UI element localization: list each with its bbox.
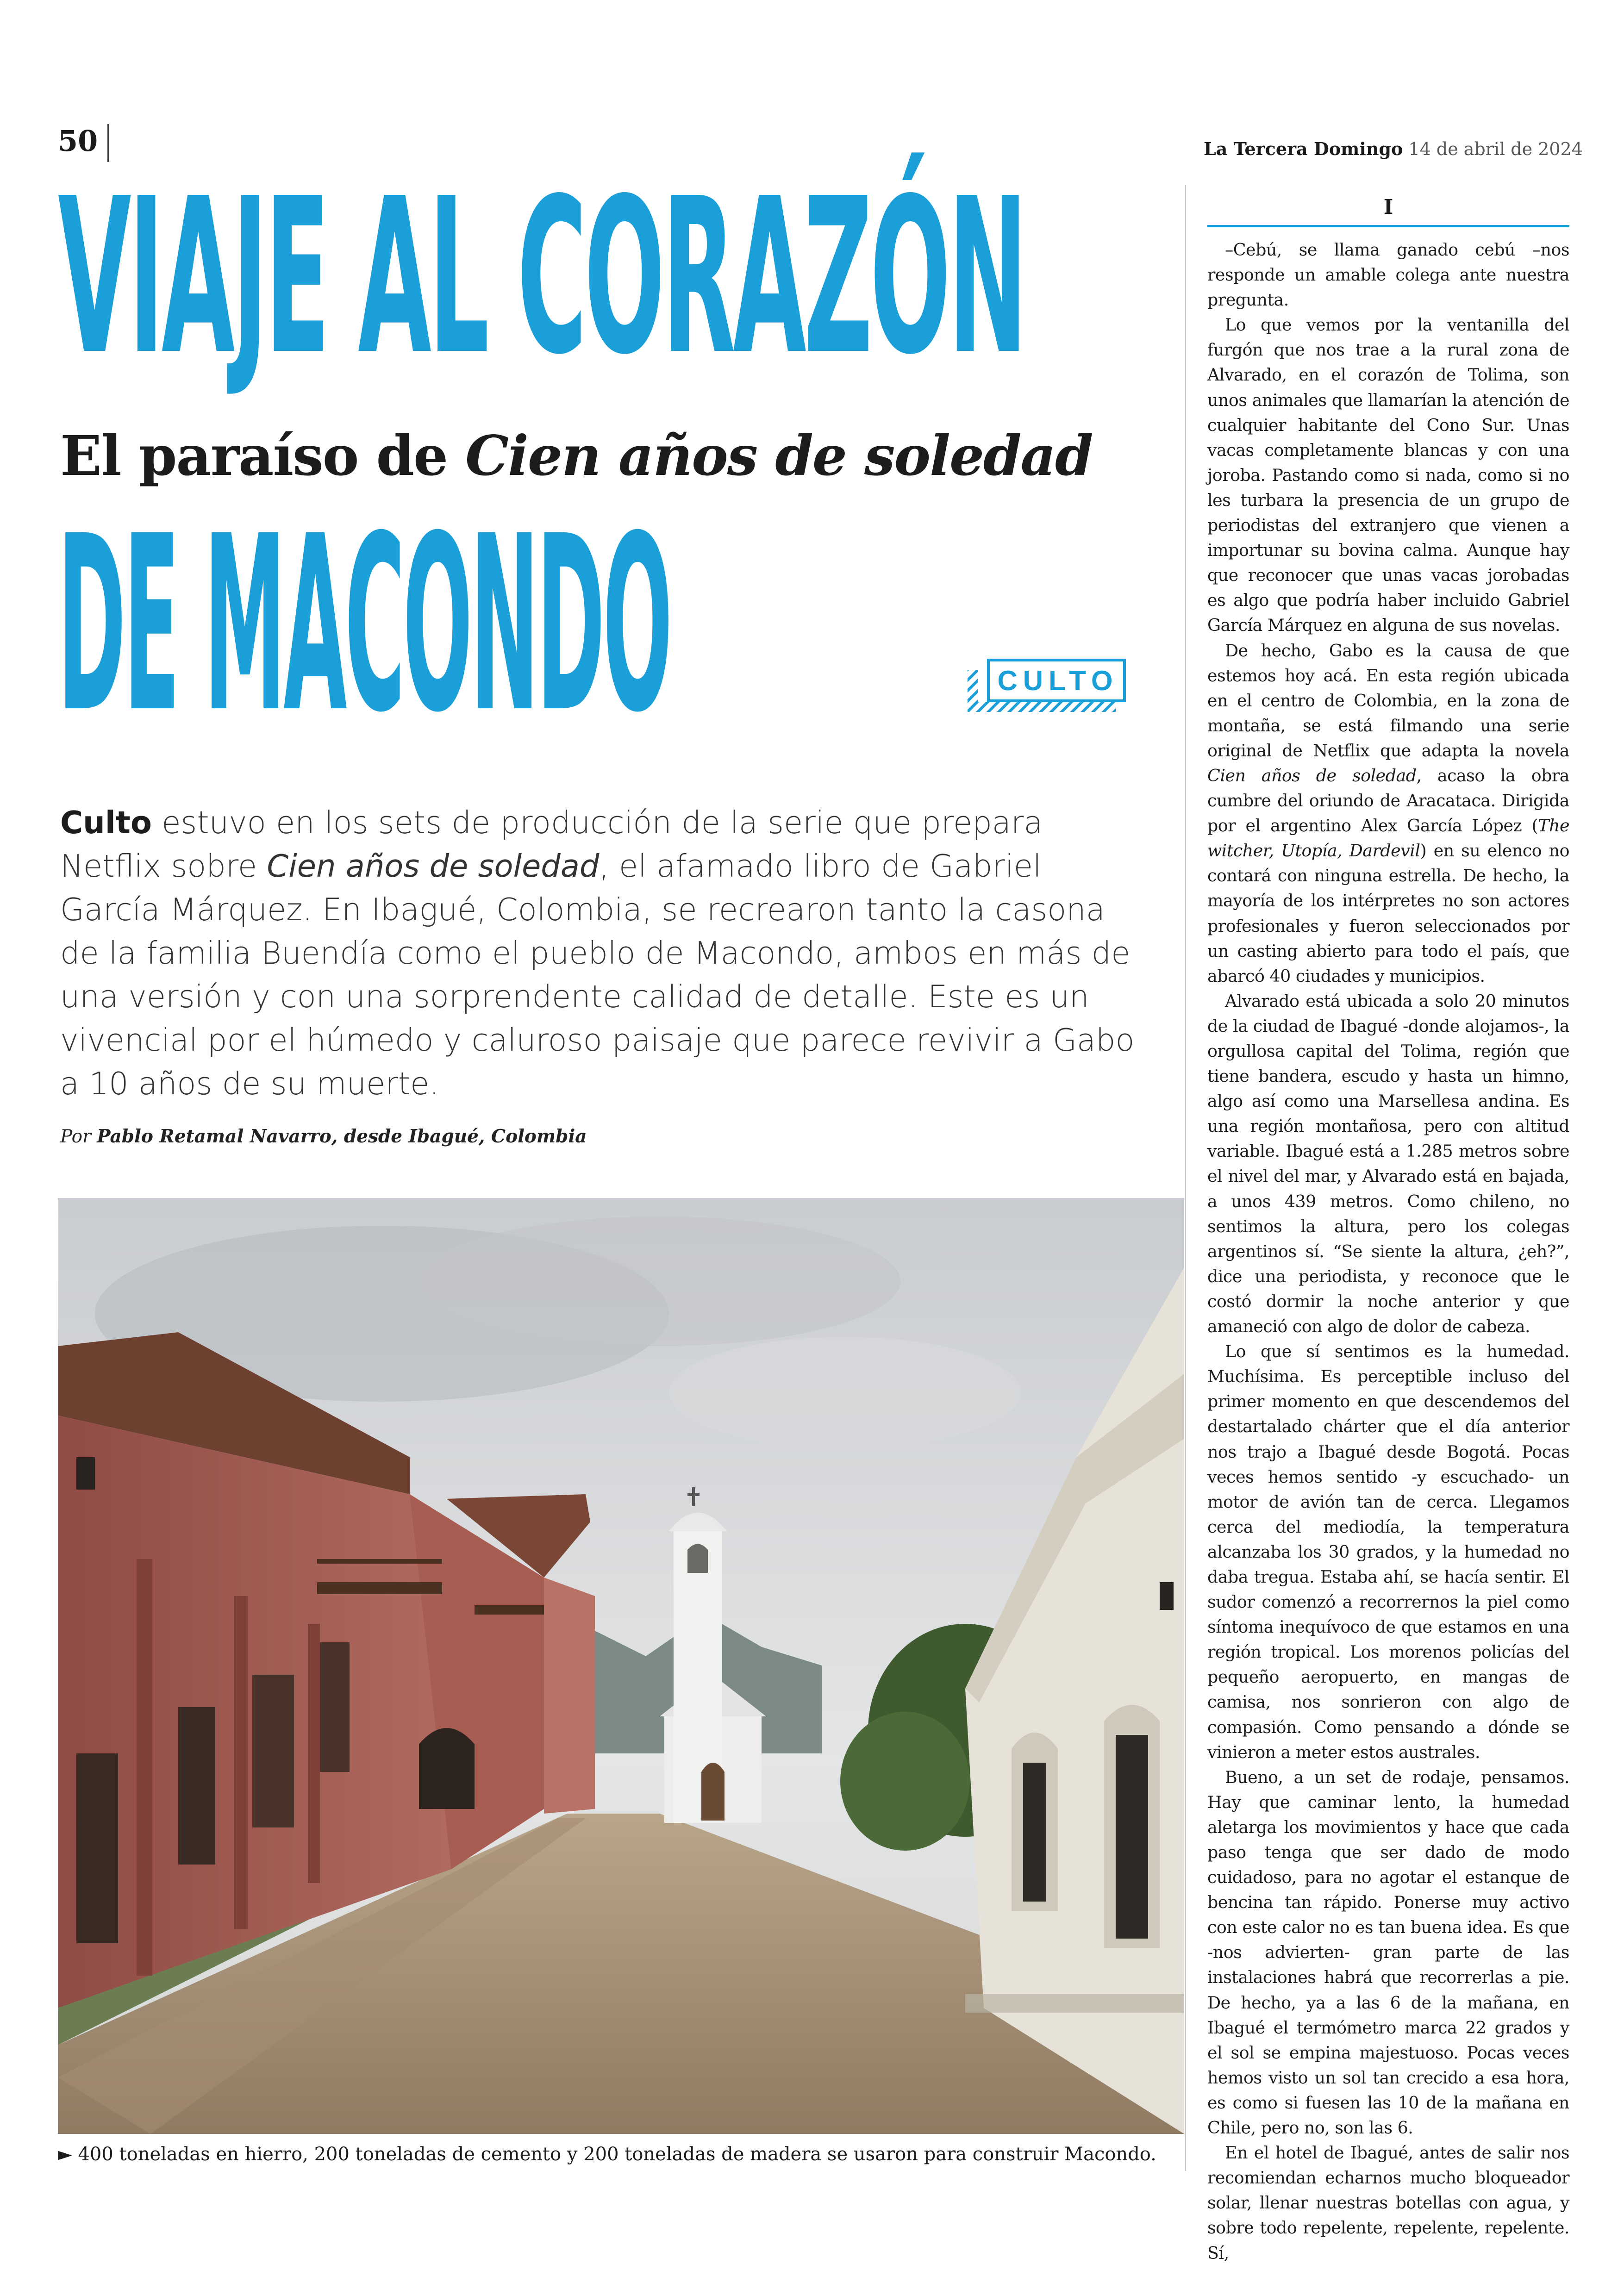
- headline-line-2: DE MACONDO: [58, 485, 671, 767]
- lead-text-1: estuvo en los sets de producción de la serie que prepara Netflix sobre: [60, 804, 1043, 884]
- section-rule: [1207, 225, 1569, 227]
- body-paragraph: Lo que vemos por la ventanilla del furgón que nos trae a la rural zona de Alvarado, en el corazón de Tolima, son unos animales que llamarían la atención de cualquier habitante del Cono Sur. Unas vacas completamente blancas y con una joroba. Pastando como si nada, como si no les turbara la presencia de un grupo de periodistas del extranjero que vienen a importunar su bovina calma. Aunque hay que reconocer que unas vacas jorobadas es algo que podría haber incluido Gabriel García Márquez en alguna de sus novelas.: [1207, 315, 1569, 636]
- article-body: [1207, 237, 1569, 2266]
- culto-badge-label: CULTO: [997, 665, 1118, 696]
- body-paragraph: –Cebú, se llama ganado cebú –nos responde un amable colega ante nuestra pregunta.: [1207, 240, 1569, 310]
- body-text-run: ) en su elenco no contará con ninguna estrella. De hecho, la mayoría de los intérpretes no son actores profesionales y fueron seleccionados por un casting abierto para todo el país, que abarcó 40 ciudades y municipios.: [1207, 841, 1569, 986]
- byline-prefix: Por: [60, 1126, 97, 1147]
- body-text-run: De hecho, Gabo es la causa de que estemos hoy acá. En esta región ubicada en el centro de Colombia, en la zona de montaña, se está filmando una serie original de Netflix que adapta la novela: [1207, 640, 1569, 761]
- publication-name: La Tercera Domingo: [1204, 138, 1403, 159]
- body-paragraph: Lo que sí sentimos es la humedad. Muchísima. Es perceptible incluso del primer momento en que descendemos del destartalado chárter que el día anterior nos trajo a Ibagué desde Bogotá. Pocas veces hemos sentido -y escuchado- un motor de avión tan de cerca. Llegamos cerca del mediodía, la temperatura alcanzaba los 30 grados, y la humedad no daba tregua. Estaba ahí, se hacía sentir. El sudor comenzó a recorrernos la piel como síntoma inequívoco de que estamos en una región tropical. Los morenos policías del pequeño aeropuerto, en mangas de camisa, nos sonrieron con algo de compasión. Como pensando a dónde se vinieron a meter estos australes.: [1207, 1341, 1569, 1762]
- body-paragraph: Bueno, a un set de rodaje, pensamos. Hay que caminar lento, la humedad aletarga los movimientos y hace que cada paso tenga que ser dado de modo cuidadoso, para no agotar el estanque de bencina tan rápido. Ponerse muy activo con este calor no es tan buena idea. Es que -nos advierten- gran parte de las instalaciones habrá que recorrerlas a pie. De hecho, ya a las 6 de la mañana, en Ibagué el termómetro marca 22 grados y el sol se empina majestuoso. Pocas veces hemos visto un sol tan crecido a esa hora, es como si fuesen las 10 de la mañana en Chile, pero no, son las 6.: [1207, 1767, 1569, 2138]
- subheadline-text: El paraíso de: [60, 424, 466, 488]
- body-book-title: Cien años de soledad: [1207, 765, 1417, 786]
- lead-kicker: Culto: [60, 804, 152, 841]
- page-number: 50: [58, 124, 98, 158]
- column-divider: [1185, 185, 1186, 2171]
- section-number: I: [1383, 195, 1393, 219]
- body-paragraph: Alvarado está ubicada a solo 20 minutos de la ciudad de Ibagué -donde alojamos-, la orgullosa capital del Tolima, región que tiene bandera, escudo y hasta un himno, algo así como una Marsellesa andina. Es una región montañosa, pero con altitud variable. Ibagué está a 1.285 metros sobre el nivel del mar, y Alvarado está en bajada, a unos 439 metros. Como chileno, no sentimos la altura, pero los colegas argentinos sí. “Se siente la altura, ¿eh?”, dice una periodista, y reconoce que le costó dormir la noche anterior y que amaneció con algo de dolor de cabeza.: [1207, 991, 1569, 1337]
- body-text-run: , acaso la obra cumbre del oriundo de Aracataca. Dirigida por el argentino Alex García López (: [1207, 765, 1569, 836]
- body-paragraph: [1207, 638, 1569, 989]
- byline: [60, 1125, 587, 1148]
- lead-paragraph: [60, 801, 1143, 1105]
- lead-text-2: , el afamado libro de Gabriel García Márquez. En Ibagué, Colombia, se recrearon tanto la casona de la familia Buendía como el pueblo de Macondo, ambos en más de una versión y con una sorprendente calidad de detalle. Este es un vivencial por el húmedo y caluroso paisaje que parece revivir a Gabo a 10 años de su muerte.: [60, 848, 1135, 1102]
- macondo-street-photo: [58, 1198, 1184, 2134]
- lead-book-title: Cien años de soledad: [267, 848, 600, 884]
- publication-date: 14 de abril de 2024: [1408, 139, 1583, 159]
- byline-author: Pablo Retamal Navarro, desde Ibagué, Colombia: [97, 1126, 587, 1147]
- article-body-column: [1207, 194, 1569, 2266]
- subheadline-book-title: Cien años de soledad: [465, 424, 1093, 488]
- subheadline: [60, 424, 1093, 488]
- masthead: [1204, 138, 1583, 160]
- body-series-titles: The witcher, Utopía, Dardevil: [1207, 816, 1569, 861]
- photo-caption: ► 400 toneladas en hierro, 200 toneladas de cemento y 200 toneladas de madera se usaron para construir Macondo.: [58, 2144, 1156, 2165]
- headline-line-1: VIAJE AL CORAZÓN: [58, 153, 1025, 402]
- body-paragraph: En el hotel de Ibagué, antes de salir nos recomiendan echarnos mucho bloqueador solar, llenar nuestras botellas con agua, y sobre todo repelente, repelente, repelente. Sí,: [1207, 2143, 1569, 2263]
